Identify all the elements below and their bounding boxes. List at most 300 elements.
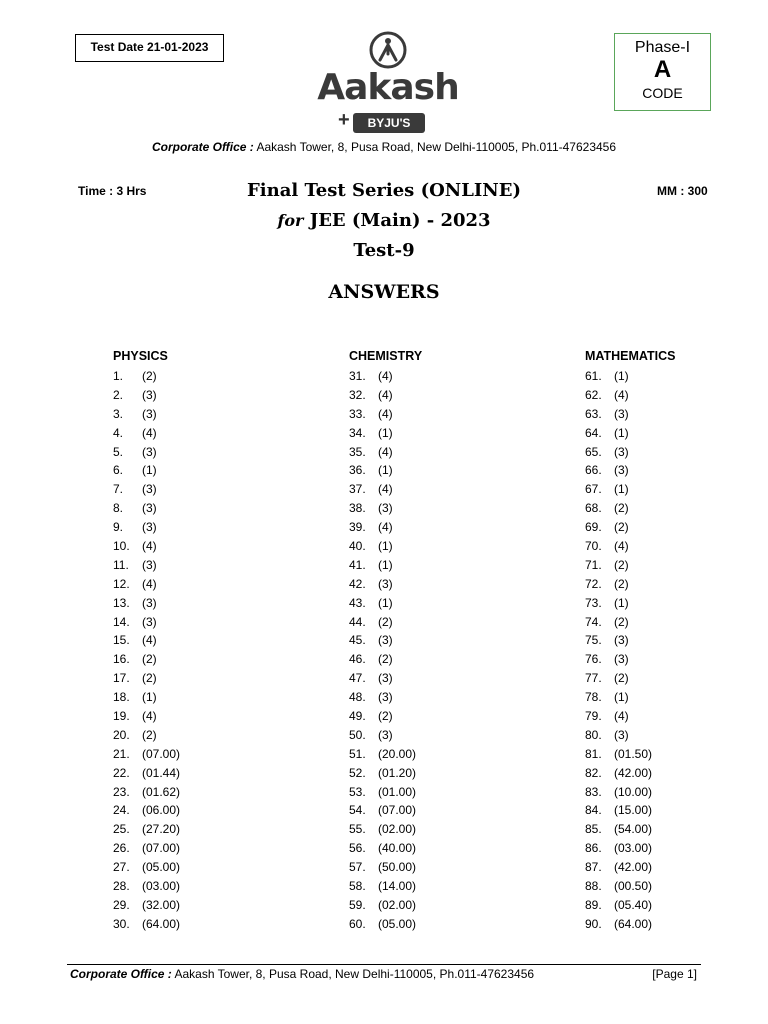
question-number: 89. [585,897,602,912]
question-number: 9. [113,520,124,535]
question-number: 76. [585,652,602,667]
answer-row [113,405,263,424]
answer-value: (4) [378,387,393,402]
answer-list [585,367,735,934]
question-number: 10. [113,539,130,554]
answer-row [585,915,735,934]
answer-value: (01.50) [614,746,653,761]
answer-value: (64.00) [614,916,653,931]
question-number: 84. [585,803,602,818]
question-number: 32. [349,387,366,402]
subject-heading: CHEMISTRY [349,349,423,363]
answer-row [349,443,499,462]
question-number: 7. [113,482,124,497]
question-number: 4. [113,425,124,440]
answer-value: (1) [378,595,393,610]
question-number: 48. [349,690,366,705]
question-number: 51. [349,746,366,761]
answer-value: (2) [378,614,393,629]
answer-value: (2) [614,576,629,591]
answer-row [585,613,735,632]
answer-value: (15.00) [614,803,653,818]
answer-value: (02.00) [378,897,417,912]
question-number: 55. [349,822,366,837]
question-number: 77. [585,671,602,686]
answer-value: (01.44) [142,765,181,780]
question-number: 85. [585,822,602,837]
answer-row [585,594,735,613]
question-number: 50. [349,727,366,742]
answer-value: (2) [378,652,393,667]
answer-value: (3) [614,463,629,478]
answer-row [113,631,263,650]
answer-value: (4) [142,425,157,440]
question-number: 28. [113,879,130,894]
question-number: 45. [349,633,366,648]
answer-row [585,858,735,877]
answer-value: (2) [614,614,629,629]
answer-row [349,461,499,480]
mathematics-column [585,348,735,934]
answer-value: (3) [378,633,393,648]
answer-value: (1) [614,690,629,705]
answer-row [349,915,499,934]
answer-row [113,688,263,707]
question-number: 22. [113,765,130,780]
answer-row [113,877,263,896]
question-number: 49. [349,709,366,724]
answer-value: (3) [142,406,157,421]
question-number: 36. [349,463,366,478]
question-number: 87. [585,860,602,875]
answer-list [113,367,263,934]
answer-row [585,745,735,764]
answer-value: (4) [142,576,157,591]
question-number: 68. [585,501,602,516]
answer-value: (4) [142,709,157,724]
answer-row [349,801,499,820]
question-number: 1. [113,369,124,383]
answer-value: (4) [142,539,157,554]
answer-row [585,688,735,707]
plus-icon: + [338,109,350,131]
answer-row [349,650,499,669]
question-number: 6. [113,463,124,478]
answer-row [585,801,735,820]
question-number: 43. [349,595,366,610]
answer-value: (2) [142,652,157,667]
answer-row [113,537,263,556]
answer-value: (3) [378,671,393,686]
answer-row [585,499,735,518]
question-number: 3. [113,406,124,421]
footer-corporate-address: Aakash Tower, 8, Pusa Road, New Delhi-110005, Ph.011-47623456 [171,967,535,981]
answer-row [585,443,735,462]
answer-row [349,367,499,386]
question-number: 73. [585,595,602,610]
answer-row [113,613,263,632]
question-number: 88. [585,879,602,894]
question-number: 29. [113,897,130,912]
physics-column [113,348,263,934]
answer-row [113,726,263,745]
answer-value: (2) [142,671,157,686]
answer-value: (2) [614,520,629,535]
answer-row [349,499,499,518]
question-number: 24. [113,803,130,818]
answer-value: (3) [614,727,629,742]
answer-row [349,745,499,764]
answer-value: (4) [614,539,629,554]
footer [70,967,700,981]
answer-row [113,764,263,783]
answer-value: (06.00) [142,803,181,818]
question-number: 38. [349,501,366,516]
answer-row [585,650,735,669]
answer-row [113,669,263,688]
answer-value: (27.20) [142,822,181,837]
answer-row [113,839,263,858]
answer-value: (4) [378,369,393,383]
answer-row [349,896,499,915]
footer-divider [67,964,701,965]
answer-row [113,556,263,575]
subject-heading: PHYSICS [113,349,168,363]
answer-row [585,783,735,802]
question-number: 41. [349,557,366,572]
answer-value: (02.00) [378,822,417,837]
answer-row [349,631,499,650]
answer-value: (3) [378,501,393,516]
question-number: 37. [349,482,366,497]
answer-value: (3) [378,576,393,591]
question-number: 54. [349,803,366,818]
answer-value: (1) [378,539,393,554]
question-number: 18. [113,690,130,705]
question-number: 33. [349,406,366,421]
question-number: 62. [585,387,602,402]
answer-value: (3) [142,557,157,572]
question-number: 26. [113,841,130,856]
question-number: 56. [349,841,366,856]
question-number: 61. [585,369,602,383]
answer-row [113,820,263,839]
question-number: 47. [349,671,366,686]
answer-row [349,820,499,839]
answer-value: (1) [378,463,393,478]
answer-row [585,386,735,405]
answer-row [585,575,735,594]
answer-value: (1) [614,595,629,610]
answer-row [113,783,263,802]
answer-value: (03.00) [614,841,653,856]
answer-row [585,537,735,556]
answer-row [349,480,499,499]
answer-row [349,783,499,802]
question-number: 34. [349,425,366,440]
answer-value: (1) [614,482,629,497]
corporate-office-header [0,140,768,154]
answer-row [349,764,499,783]
corporate-office-label: Corporate Office : [151,140,254,154]
answer-row [585,631,735,650]
question-number: 74. [585,614,602,629]
answer-row [585,669,735,688]
answer-row [349,688,499,707]
answer-value: (2) [142,369,157,383]
answer-value: (2) [142,727,157,742]
answer-value: (1) [614,369,629,383]
answer-value: (64.00) [142,916,181,931]
answer-row [585,820,735,839]
answer-row [113,650,263,669]
answer-value: (1) [378,425,393,440]
answer-row [349,575,499,594]
answer-value: (3) [378,727,393,742]
question-number: 70. [585,539,602,554]
answer-row [113,858,263,877]
answer-row [113,896,263,915]
answer-value: (54.00) [614,822,653,837]
answer-value: (4) [378,406,393,421]
phase-code-box [614,33,711,111]
answer-value: (3) [142,501,157,516]
question-number: 15. [113,633,130,648]
answer-value: (4) [142,633,157,648]
answer-value: (3) [142,482,157,497]
question-number: 13. [113,595,130,610]
exam-title [0,208,768,238]
answer-value: (4) [378,520,393,535]
answer-row [113,386,263,405]
answer-value: (3) [142,387,157,402]
brand-name: Aakash [317,67,459,108]
question-number: 46. [349,652,366,667]
answer-value: (3) [614,652,629,667]
question-number: 80. [585,727,602,742]
title-block [0,178,768,268]
answer-row [113,424,263,443]
answer-value: (07.00) [378,803,417,818]
answer-row [113,745,263,764]
answer-row [113,367,263,386]
answer-value: (3) [142,595,157,610]
answer-value: (42.00) [614,765,653,780]
question-number: 8. [113,501,124,516]
question-number: 31. [349,369,366,383]
test-name: Test-9 [353,240,415,261]
question-number: 65. [585,444,602,459]
answer-row [349,669,499,688]
answer-value: (32.00) [142,897,181,912]
aakash-logo [308,30,468,134]
answer-row [585,405,735,424]
for-word: for [277,211,304,230]
answer-row [349,858,499,877]
answer-value: (4) [378,444,393,459]
question-number: 83. [585,784,602,799]
question-number: 66. [585,463,602,478]
answer-value: (3) [614,406,629,421]
question-number: 2. [113,387,124,402]
answer-row [585,461,735,480]
answer-value: (3) [142,520,157,535]
question-number: 90. [585,916,602,931]
question-number: 57. [349,860,366,875]
question-number: 71. [585,557,602,572]
exam-name: JEE (Main) - 2023 [303,210,491,231]
answer-value: (1) [142,690,157,705]
answer-value: (4) [378,482,393,497]
question-number: 53. [349,784,366,799]
answer-value: (3) [142,614,157,629]
answer-value: (4) [614,387,629,402]
question-number: 64. [585,425,602,440]
code-letter: A [653,56,672,83]
question-number: 59. [349,897,366,912]
answer-row [349,877,499,896]
page-number: [Page 1] [652,967,697,981]
answer-row [113,461,263,480]
time-info: Time : 3 Hrs [78,184,147,198]
question-number: 14. [113,614,130,629]
aakash-emblem-icon [368,30,408,70]
answer-value: (2) [614,671,629,686]
chemistry-column [349,348,499,934]
answer-value: (07.00) [142,841,181,856]
footer-corporate-label: Corporate Office : [70,967,172,981]
answer-row [349,613,499,632]
question-number: 42. [349,576,366,591]
answer-value: (1) [142,463,157,478]
answer-value: (20.00) [378,746,417,761]
answer-value: (01.62) [142,784,181,799]
answer-row [349,556,499,575]
answer-row [585,726,735,745]
answer-row [349,594,499,613]
answer-row [585,480,735,499]
answer-value: (4) [614,709,629,724]
question-number: 81. [585,746,602,761]
answer-row [585,424,735,443]
question-number: 19. [113,709,130,724]
question-number: 20. [113,727,130,742]
question-number: 27. [113,860,130,875]
answer-value: (3) [378,690,393,705]
answer-value: (05.40) [614,897,653,912]
question-number: 72. [585,576,602,591]
answer-row [113,518,263,537]
answer-value: (2) [614,501,629,516]
question-number: 12. [113,576,130,591]
question-number: 60. [349,916,366,931]
answer-row [113,480,263,499]
question-number: 63. [585,406,602,421]
question-number: 86. [585,841,602,856]
question-number: 44. [349,614,366,629]
answer-row [113,594,263,613]
answer-row [585,707,735,726]
answer-row [113,915,263,934]
question-number: 67. [585,482,602,497]
answer-row [349,424,499,443]
answer-row [349,537,499,556]
code-label: CODE [642,85,683,101]
answer-value: (3) [142,444,157,459]
question-number: 79. [585,709,602,724]
answer-value: (2) [378,709,393,724]
question-number: 17. [113,671,130,686]
answer-value: (01.00) [378,784,417,799]
question-number: 25. [113,822,130,837]
question-number: 21. [113,746,130,761]
subject-heading: MATHEMATICS [585,349,676,363]
answer-value: (1) [614,425,629,440]
answer-value: (03.00) [142,879,181,894]
question-number: 69. [585,520,602,535]
phase-label: Phase-I [634,39,691,56]
answer-row [585,877,735,896]
corporate-office-address: Aakash Tower, 8, Pusa Road, New Delhi-110005, Ph.011-47623456 [253,140,617,154]
question-number: 35. [349,444,366,459]
answer-row [349,707,499,726]
answer-value: (42.00) [614,860,653,875]
answer-value: (3) [614,633,629,648]
answer-row [585,764,735,783]
answer-row [585,518,735,537]
question-number: 30. [113,916,130,931]
answer-value: (1) [378,557,393,572]
answer-row [349,839,499,858]
answer-row [349,726,499,745]
answer-row [585,896,735,915]
question-number: 5. [113,444,124,459]
question-number: 58. [349,879,366,894]
question-number: 16. [113,652,130,667]
answer-value: (14.00) [378,879,417,894]
test-date-box: Test Date 21-01-2023 [75,34,224,62]
answer-value: (40.00) [378,841,417,856]
answer-row [113,443,263,462]
answer-row [585,556,735,575]
answer-value: (3) [614,444,629,459]
answer-value: (10.00) [614,784,653,799]
answer-row [349,405,499,424]
answer-row [113,499,263,518]
answer-value: (05.00) [142,860,181,875]
answer-value: (00.50) [614,879,653,894]
answer-row [585,367,735,386]
answer-value: (01.20) [378,765,417,780]
answer-row [349,518,499,537]
answer-value: (2) [614,557,629,572]
question-number: 39. [349,520,366,535]
answer-row [113,707,263,726]
answer-row [113,575,263,594]
question-number: 52. [349,765,366,780]
question-number: 82. [585,765,602,780]
question-number: 40. [349,539,366,554]
answer-row [113,801,263,820]
answer-row [349,386,499,405]
question-number: 78. [585,690,602,705]
test-series-title: Final Test Series (ONLINE) [246,180,521,201]
answer-value: (50.00) [378,860,417,875]
answer-list [349,367,499,934]
answer-row [585,839,735,858]
answer-value: (07.00) [142,746,181,761]
byjus-badge: BYJU'S [353,113,425,133]
